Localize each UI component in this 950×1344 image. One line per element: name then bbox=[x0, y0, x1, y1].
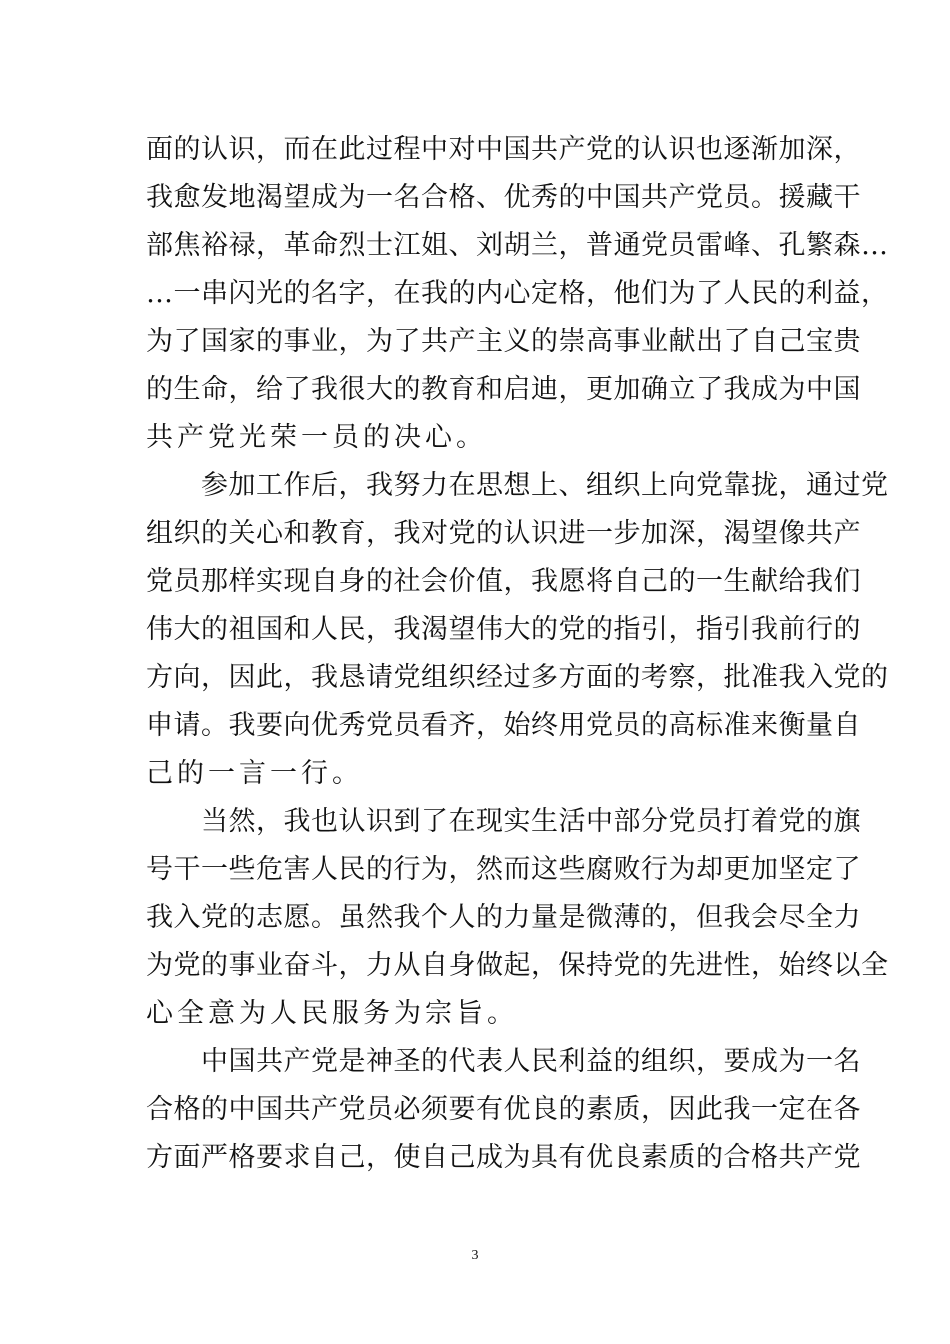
text-line: 伟大的祖国和人民，我渴望伟大的党的指引，指引我前行的 bbox=[146, 614, 861, 645]
text-line: 参加工作后，我努力在思想上、组织上向党靠拢，通过党 bbox=[146, 470, 889, 501]
paragraph-end-line: 己的一言一行。 bbox=[146, 758, 363, 789]
text-line: 为党的事业奋斗，力从自身做起，保持党的先进性，始终以全 bbox=[146, 950, 889, 981]
text-line: 方向，因此，我恳请党组织经过多方面的考察，批准我入党的 bbox=[146, 662, 889, 693]
text-line: 党员那样实现自身的社会价值，我愿将自己的一生献给我们 bbox=[146, 566, 861, 597]
text-line: 为了国家的事业，为了共产主义的崇高事业献出了自己宝贵 bbox=[146, 326, 861, 357]
text-line: 方面严格要求自己，使自己成为具有优良素质的合格共产党 bbox=[146, 1142, 861, 1173]
text-line: 部焦裕禄，革命烈士江姐、刘胡兰，普通党员雷峰、孔繁森… bbox=[146, 230, 889, 261]
document-body bbox=[146, 126, 889, 1182]
text-line: 的生命，给了我很大的教育和启迪，更加确立了我成为中国 bbox=[146, 374, 861, 405]
text-line: 申请。我要向优秀党员看齐，始终用党员的高标准来衡量自 bbox=[146, 710, 861, 741]
text-line: 合格的中国共产党员必须要有优良的素质，因此我一定在各 bbox=[146, 1094, 861, 1125]
text-line: 面的认识，而在此过程中对中国共产党的认识也逐渐加深， bbox=[146, 134, 861, 165]
text-line: 号干一些危害人民的行为，然而这些腐败行为却更加坚定了 bbox=[146, 854, 861, 885]
text-line: 我入党的志愿。虽然我个人的力量是微薄的，但我会尽全力 bbox=[146, 902, 861, 933]
paragraph-end-line: 共产党光荣一员的决心。 bbox=[146, 422, 487, 453]
text-line: 当然，我也认识到了在现实生活中部分党员打着党的旗 bbox=[146, 806, 861, 837]
paragraph-end-line: 心全意为人民服务为宗旨。 bbox=[146, 998, 518, 1029]
text-line: 组织的关心和教育，我对党的认识进一步加深，渴望像共产 bbox=[146, 518, 861, 549]
text-line: 我愈发地渴望成为一名合格、优秀的中国共产党员。援藏干 bbox=[146, 182, 861, 213]
page-number: 3 bbox=[471, 1248, 479, 1263]
text-line: 中国共产党是神圣的代表人民利益的组织，要成为一名 bbox=[146, 1046, 861, 1077]
text-line: …一串闪光的名字，在我的内心定格，他们为了人民的利益， bbox=[146, 278, 889, 309]
